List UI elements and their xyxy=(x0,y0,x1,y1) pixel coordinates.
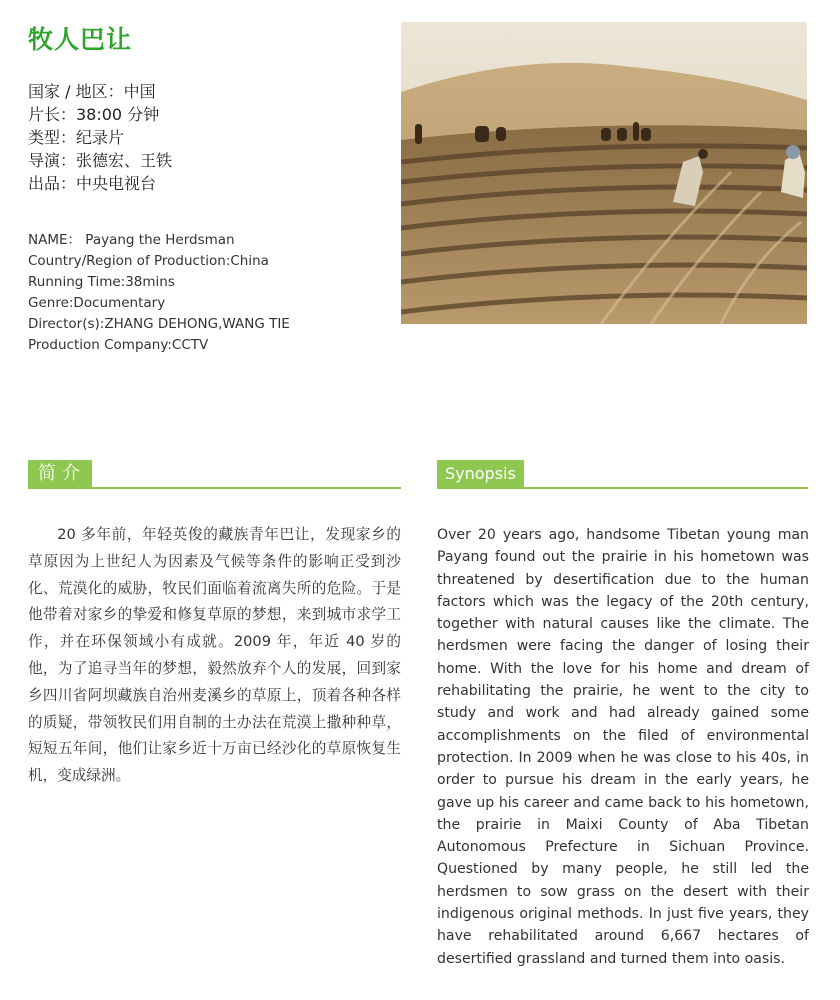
heading-rule-en xyxy=(437,487,808,489)
en-info-name: NAME： Payang the Herdsman xyxy=(28,232,235,248)
synopsis-heading-chinese xyxy=(28,460,401,490)
chinese-info-block xyxy=(28,80,172,195)
film-still-photo xyxy=(401,22,807,324)
info-genre: 类型：纪录片 xyxy=(28,128,125,147)
info-runtime: 片长：38:00 分钟 xyxy=(28,105,160,124)
en-info-runtime: Running Time:38mins xyxy=(28,274,175,290)
page-title: 牧人巴让 xyxy=(28,25,133,54)
heading-tag-en: Synopsis xyxy=(437,460,524,488)
info-country: 国家 / 地区：中国 xyxy=(28,82,156,101)
en-info-country: Country/Region of Production:China xyxy=(28,253,269,269)
heading-rule-cn xyxy=(28,487,401,489)
en-info-company: Production Company:CCTV xyxy=(28,337,209,353)
synopsis-text-english: Over 20 years ago, handsome Tibetan young man Payang found out the prairie in his hometown was threatened by desertification due to the human factors which was the legacy of the 20th century, together with natural causes like the climate. The herdsmen were facing the danger of losing their home. With the love for his home and dream of rehabilitating the prairie, he went to the city to study and work and had already gained some accomplishments on the filed of environmental protection. In 2009 when he was close to his 40s, in order to pursue his dream in the early years, he gave up his career and came back to his hometown, the prairie in Maixi County of Aba Tibetan Autonomous Prefecture in Sichuan Province. Questioned by many people, he still led the herdsmen to sow grass on the desert with their indigenous original methods. In just five years, they have rehabilitated around 6,667 hectares of desertified grassland and turned them into oasis. xyxy=(437,527,809,967)
info-director: 导演：张德宏、王铁 xyxy=(28,151,173,170)
en-info-director: Director(s):ZHANG DEHONG,WANG TIE xyxy=(28,316,290,332)
english-info-block xyxy=(28,230,290,356)
en-info-genre: Genre:Documentary xyxy=(28,295,166,311)
info-production: 出品：中央电视台 xyxy=(28,174,157,193)
synopsis-heading-english xyxy=(437,460,808,490)
heading-tag-cn: 简介 xyxy=(28,460,92,488)
synopsis-text-chinese: 20 多年前，年轻英俊的藏族青年巴让，发现家乡的草原因为上世纪人为因素及气候等条件的影响正受到沙化、荒漠化的威胁，牧民们面临着流离失所的危险。于是他带着对家乡的挚爱和修复草原的梦想，来到城市求学工作，并在环保领域小有成就。2009 年，年近 40 岁的他，为了追寻当年的梦想，毅然放弃个人的发展，回到家乡四川省阿坝藏族自治州麦溪乡的草原上，顶着各种各样的质疑，带领牧民们用自制的土办法在荒漠上撒种种草，短短五年间，他们让家乡近十万亩已经沙化的草原恢复生机，变成绿洲。 xyxy=(28,526,401,785)
